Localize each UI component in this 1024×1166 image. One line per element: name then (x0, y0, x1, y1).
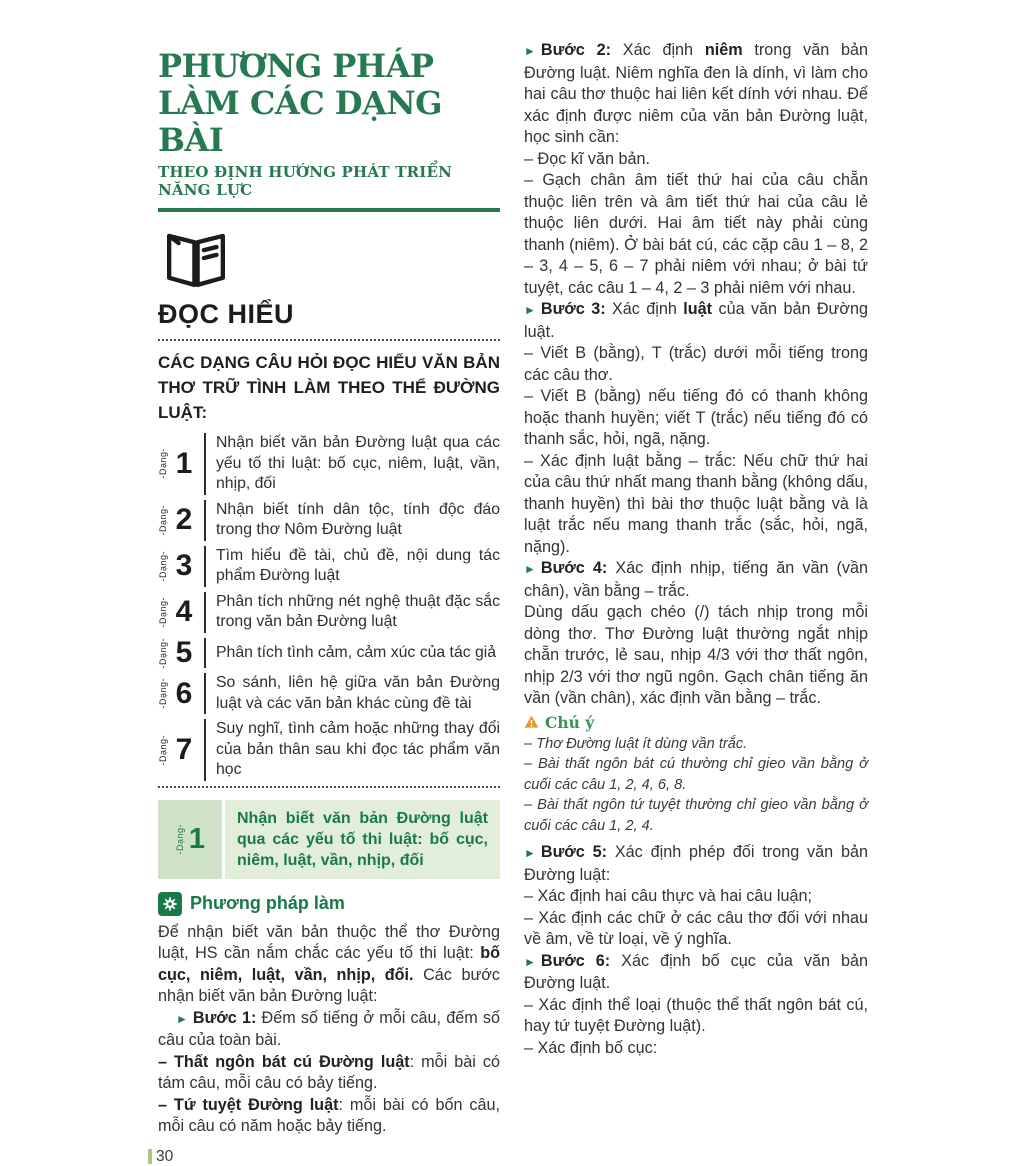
step-3-label: Bước 3: (540, 300, 606, 318)
play-arrow-icon: ► (176, 1011, 188, 1026)
bullet-bold: – Thất ngôn bát cú Đường luật (158, 1052, 410, 1071)
dang-rotated-label: -Dạng- (158, 596, 168, 628)
chapter-header (158, 48, 500, 212)
list-item (158, 592, 500, 633)
step-1-paragraph (158, 1008, 500, 1052)
left-column (158, 48, 500, 1166)
dang-rotated-label: -Dạng- (158, 504, 168, 536)
dang-1-badge (158, 800, 222, 879)
dotted-divider-bottom (158, 786, 500, 788)
item-number: 7 (175, 732, 193, 766)
list-item (158, 673, 500, 714)
page-footer (148, 1148, 500, 1166)
dang-rotated-label: -Dạng- (158, 678, 168, 709)
step-2-bullet: – Đọc kĩ văn bản. (524, 149, 650, 168)
play-arrow-icon: ► (524, 44, 536, 58)
step-2-paragraph (524, 40, 868, 149)
step-3-paragraph (524, 299, 868, 343)
dang-1-number: 1 (188, 822, 206, 855)
list-item (158, 433, 500, 495)
chapter-subtitle: THEO ĐỊNH HƯỚNG PHÁT TRIỂN NĂNG LỰC (158, 163, 452, 199)
list-item (158, 719, 500, 781)
intro-text-end: Các bước nhận biết văn bản Đường luật: (158, 965, 500, 1006)
item-text: Suy nghĩ, tình cảm hoặc những thay đổi của bản thân sau khi đọc tác phẩm văn học (216, 720, 500, 779)
item-number: 5 (175, 635, 193, 669)
list-item (158, 546, 500, 587)
intro-bold-text: bố cục, niêm, luật, vần, nhịp, đối. (158, 944, 500, 984)
note-heading-row (524, 713, 868, 732)
step-2-bullet: – Gạch chân âm tiết thứ hai của câu chẵn thuộc liên trên và âm tiết thứ hai của câu lẻ thuộc liên dưới. Hai âm tiết này phải cùng thanh (niêm). Ở bài bát cú, các cặp câu 1 – 8, 2 – 3, 4 – 5, 6 – 7 phải niêm với nhau; ở bài tứ tuyệt, các câu 1 – 4, 2 – 3 phải niêm với nhau. (524, 171, 868, 297)
step-1-bullet (158, 1095, 500, 1138)
section-title: ĐỌC HIỂU (158, 299, 295, 329)
header-divider (158, 208, 500, 212)
step-5-bullet: – Xác định hai câu thực và hai câu luận; (524, 887, 813, 905)
play-arrow-icon: ► (524, 846, 536, 860)
open-book-icon (158, 232, 500, 297)
step-6-bullet: – Xác định thể loại (thuộc thể thất ngôn bát cú, hay tứ tuyệt Đường luật). (524, 995, 868, 1035)
item-text: Nhận biết tính dân tộc, tính độc đáo trong thơ Nôm Đường luật (216, 500, 500, 538)
note-item: – Thơ Đường luật ít dùng vần trắc. (524, 735, 748, 752)
dang-1-callout (158, 800, 500, 879)
item-divider (204, 719, 206, 781)
warning-icon (524, 715, 539, 729)
step-2-label: Bước 2: (540, 41, 611, 59)
gear-icon (158, 892, 182, 916)
question-types-heading: CÁC DẠNG CÂU HỎI ĐỌC HIỂU VĂN BẢN THƠ TRỮ TÌNH LÀM THEO THỂ ĐƯỜNG LUẬT: (158, 353, 500, 422)
play-arrow-icon: ► (524, 303, 536, 317)
step-1-text: Đếm số tiếng ở mỗi câu, đếm số câu của toàn bài. (158, 1008, 500, 1050)
item-divider (204, 433, 206, 495)
item-number: 3 (175, 549, 193, 582)
item-text: So sánh, liên hệ giữa văn bản Đường luật và các văn bản khác cùng đề tài (216, 674, 500, 712)
list-item (158, 500, 500, 541)
dang-rotated-label: -Dạng- (158, 734, 168, 766)
step-4-text: Xác định nhịp, tiếng ăn vần (vần chân), vần bằng – trắc. (524, 559, 868, 600)
play-arrow-icon: ► (524, 954, 536, 969)
method-heading-row (158, 892, 500, 916)
method-intro (158, 922, 500, 1008)
step-4-label: Bước 4: (540, 559, 608, 577)
note-item: – Bài thất ngôn bát cú thường chỉ gieo vần bằng ở cuối các câu 1, 2, 4, 6, 8. (524, 756, 868, 793)
step-6-label: Bước 6: (540, 951, 611, 970)
item-number: 4 (175, 595, 193, 628)
bullet-text: : mỗi bài có bốn câu, mỗi câu có năm hoặc bảy tiếng. (158, 1095, 500, 1136)
dang-rotated-label: -Dạng- (158, 637, 168, 669)
item-divider (204, 592, 206, 633)
item-divider (204, 673, 206, 714)
step-5-bullet: – Xác định các chữ ở các câu thơ đối với nhau về âm, về từ loại, về ý nghĩa. (524, 908, 868, 948)
item-number: 2 (175, 503, 193, 536)
item-divider (204, 546, 206, 587)
step-4-paragraph (524, 558, 868, 602)
step-2-text-end: trong văn bản Đường luật. Niêm nghĩa đen là dính, vì làm cho hai câu thơ thuộc hai liên kết dính với nhau. Để xác định được niêm của văn bản Đường luật, học sinh cần: (524, 41, 868, 146)
item-text: Phân tích những nét nghệ thuật đặc sắc trong văn bản Đường luật (216, 592, 500, 630)
step-3-bullet: – Viết B (bằng), T (trắc) dưới mỗi tiếng trong các câu thơ. (524, 344, 868, 384)
dang-1-text: Nhận biết văn bản Đường luật qua các yếu tố thi luật: bố cục, niêm, luật, vần, nhịp, đối (225, 800, 500, 879)
bullet-bold: – Tứ tuyệt Đường luật (158, 1095, 339, 1114)
step-3-text-end: của văn bản Đường luật. (524, 300, 868, 341)
page-number-bar (148, 1149, 152, 1164)
step-4-body: Dùng dấu gạch chéo (/) tách nhịp trong mỗi dòng thơ. Thơ Đường luật thường ngắt nhịp chẵn trước, lẻ sau, nhịp 4/3 với thơ thất ngôn, nhịp 2/3 với thơ ngũ ngôn. Gạch chân tiếng ăn vần (vần chân), xác định vần bằng – trắc. (524, 603, 868, 707)
note-item: – Bài thất ngôn tứ tuyệt thường chỉ gieo vần bằng ở cuối các câu 1, 2, 4. (524, 797, 868, 834)
note-heading: Chú ý (545, 712, 595, 732)
item-text: Nhận biết văn bản Đường luật qua các yếu tố thi luật: bố cục, niêm, luật, vần, nhịp, đối (216, 434, 500, 492)
dotted-divider-top (158, 339, 500, 341)
question-type-list (158, 433, 500, 781)
dang-rotated-label: -Dạng- (158, 448, 168, 479)
item-divider (204, 638, 206, 669)
item-divider (204, 500, 206, 541)
list-item (158, 635, 500, 669)
bullet-text: : mỗi bài có tám câu, mỗi câu có bảy tiếng. (158, 1052, 501, 1093)
item-number: 1 (175, 446, 193, 480)
intro-text: Để nhận biết văn bản thuộc thể thơ Đường luật, HS cần nắm chắc các yếu tố thi luật: (158, 922, 500, 963)
step-2-keyword: niêm (704, 41, 743, 59)
step-5-text: Xác định phép đối trong văn bản Đường luật: (524, 843, 868, 884)
play-arrow-icon: ► (524, 562, 536, 576)
step-6-paragraph (524, 951, 868, 995)
step-6-bullet: – Xác định bố cục: (524, 1038, 658, 1057)
item-number: 6 (175, 676, 193, 710)
step-3-text: Xác định (605, 300, 684, 318)
step-2-text: Xác định (611, 41, 705, 59)
item-text: Phân tích tình cảm, cảm xúc của tác giả (216, 643, 497, 661)
step-3-keyword: luật (683, 300, 713, 318)
step-3-bullet: – Viết B (bằng) nếu tiếng đó có thanh không hoặc thanh huyền; viết T (trắc) nếu tiếng đó có thanh sắc, hỏi, ngã, nặng. (524, 387, 868, 448)
right-column (524, 40, 868, 1059)
chapter-title-line1: PHƯƠNG PHÁP (158, 47, 434, 85)
step-1-bullet (158, 1052, 500, 1095)
dang-rotated-label: -Dạng- (158, 550, 168, 582)
step-5-label: Bước 5: (540, 843, 608, 861)
method-heading: Phương pháp làm (190, 893, 345, 914)
step-6-text: Xác định bố cục của văn bản Đường luật. (524, 951, 868, 992)
chapter-title-line2: LÀM CÁC DẠNG BÀI (158, 84, 442, 159)
page-number: 30 (156, 1147, 174, 1165)
step-1-label: Bước 1: (192, 1008, 257, 1027)
item-text: Tìm hiểu đề tài, chủ đề, nội dung tác phẩm Đường luật (216, 546, 500, 584)
step-5-paragraph (524, 842, 868, 886)
dang-rotated-label: -Dạng- (174, 823, 185, 855)
step-3-bullet: – Xác định luật bằng – trắc: Nếu chữ thứ hai của câu thứ nhất mang thanh bằng (không dấu, thanh huyền) thì bài thơ thuộc luật bằng và là luật trắc nếu mang thanh trắc (sắc, hỏi, ngã, nặng). (524, 451, 868, 556)
